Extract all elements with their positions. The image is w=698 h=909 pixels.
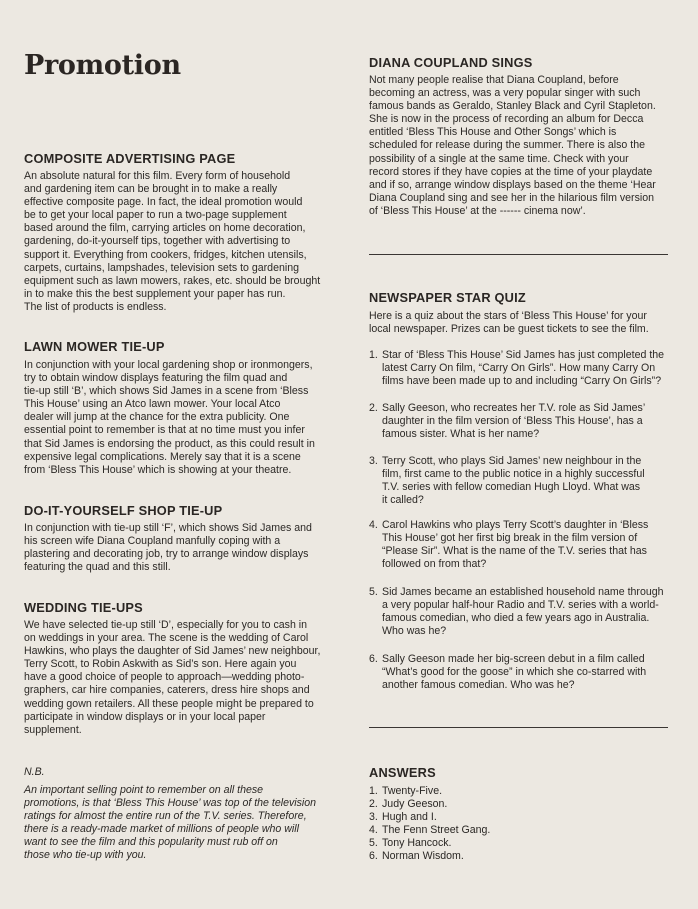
- answer-text: Tony Hancock.: [382, 837, 452, 849]
- quiz-text: Carol Hawkins who plays Terry Scott’s daughter in ‘Bless This House’ got her first big break in the film version of “Please Sir”. What is the name of the T.V. series that has followed on from that?: [382, 519, 649, 571]
- quiz-number: 1.: [369, 349, 378, 361]
- quiz-text: Sally Geeson, who recreates her T.V. role as Sid James’ daughter in the film version of ‘Bless This House’, has a famous sister. What is her name?: [382, 402, 646, 441]
- quiz-text: Sally Geeson made her big-screen debut in a film called “What’s good for the goose” in which she co-starred with another famous comedian. Who was he?: [382, 653, 647, 692]
- quiz-text: Sid James became an established household name through a very popular half-hour Radio and T.V. series with a world- famous comedian, who died a few years ago in Australia. Who was he?: [382, 586, 664, 638]
- answer-text: The Fenn Street Gang.: [382, 824, 491, 836]
- quiz-text: Star of ‘Bless This House’ Sid James has just completed the latest Carry On film, “Carry On Girls”. How many Carry On films have been made up to and including “Carry On Girls”?: [382, 349, 665, 388]
- answer-text: Judy Geeson.: [382, 798, 448, 810]
- diana-heading: DIANA COUPLAND SINGS: [369, 55, 533, 70]
- page-title: Promotion: [24, 50, 181, 81]
- nb-label: N.B.: [24, 766, 45, 778]
- answers-heading: ANSWERS: [369, 765, 436, 780]
- answer-text: Twenty-Five.: [382, 785, 443, 797]
- answer-number: 1.: [369, 785, 378, 797]
- answer-number: 4.: [369, 824, 378, 836]
- nb-body: An important selling point to remember on all these promotions, is that ‘Bless This House’ was top of the television ratings for almost the entire run of the T.V. series. Therefore, there is a ready-made market of millions of people who will want to see the film and this popularity must rub off on those who tie-up with you.: [24, 784, 317, 862]
- answer-number: 2.: [369, 798, 378, 810]
- diy-body: In conjunction with tie-up still ‘F’, which shows Sid James and his screen wife Diana Coupland manfully coping with a plastering and decorating job, try to arrange window displays featuring the quad and this still.: [24, 522, 312, 574]
- quiz-question: [369, 653, 681, 692]
- composite-body: An absolute natural for this film. Every form of household and gardening item can be brought in to make a really effective composite page. In fact, the ideal promotion would be to get your local paper to run a two-page supplement based around the film, carrying articles on home decoration, gardening, do-it-yourself tips, together with advertising to support it. Everything from cookers, fridges, kitchen utensils, carpets, curtains, lampshades, television sets to gardening equipment such as lawn mowers, rakes, etc. should be brought in to make this the best supplement your paper has run. The list of products is endless.: [24, 170, 321, 313]
- quiz-text: Terry Scott, who plays Sid James’ new neighbour in the film, first came to the public notice in a highly successful T.V. series with fellow comedian Hugh Lloyd. What was it called?: [382, 455, 645, 507]
- divider-rule-1: [369, 254, 668, 255]
- wedding-heading: WEDDING TIE-UPS: [24, 600, 143, 615]
- quiz-number: 2.: [369, 402, 378, 414]
- quiz-question: [369, 586, 681, 638]
- quiz-question: [369, 402, 681, 441]
- quiz-number: 5.: [369, 586, 378, 598]
- quiz-heading: NEWSPAPER STAR QUIZ: [369, 290, 526, 305]
- divider-rule-2: [369, 727, 668, 728]
- lawn-heading: LAWN MOWER TIE-UP: [24, 339, 165, 354]
- answer-text: Norman Wisdom.: [382, 850, 464, 862]
- quiz-question: [369, 519, 681, 571]
- quiz-number: 4.: [369, 519, 378, 531]
- answer-number: 5.: [369, 837, 378, 849]
- answer-number: 3.: [369, 811, 378, 823]
- answer-text: Hugh and I.: [382, 811, 437, 823]
- quiz-intro: Here is a quiz about the stars of ‘Bless This House’ for your local newspaper. Prizes can be guest tickets to see the film.: [369, 310, 649, 336]
- diy-heading: DO-IT-YOURSELF SHOP TIE-UP: [24, 503, 223, 518]
- quiz-question: [369, 455, 681, 507]
- quiz-number: 3.: [369, 455, 378, 467]
- lawn-body: In conjunction with your local gardening shop or ironmongers, try to obtain window displays featuring the film quad and tie-up still ‘B’, which shows Sid James in a scene from ‘Bless This House’ using an Atco lawn mower. Your local Atco dealer will jump at the chance for the extra publicity. One essential point to remember is that at no time must you infer that Sid James is endorsing the product, as this could result in expensive legal complications. Merely say that it is a scene from ‘Bless This House’ which is showing at your theatre.: [24, 359, 315, 476]
- quiz-number: 6.: [369, 653, 378, 665]
- wedding-body: We have selected tie-up still ‘D’, especially for you to cash in on weddings in your area. The scene is the wedding of Carol Hawkins, who plays the daughter of Sid James’ new neighbour, Terry Scott, to Robin Askwith as Sid’s son. Here again you have a good choice of people to approach—wedding photo- graphers, car hire companies, caterers, dress hire shops and wedding gown retailers. All these people might be prepared to participate in window displays or in your local paper supplement.: [24, 619, 321, 736]
- composite-heading: COMPOSITE ADVERTISING PAGE: [24, 151, 236, 166]
- answer-number: 6.: [369, 850, 378, 862]
- quiz-question: [369, 349, 681, 388]
- diana-body: Not many people realise that Diana Coupland, before becoming an actress, was a very popular singer with such famous bands as Geraldo, Stanley Black and Cyril Stapleton. She is now in the process of recording an album for Decca entitled ‘Bless This House and Other Songs’ which is scheduled for release during the summer. There is also the possibility of a single at the same time. Check with your record stores if they have copies at the time of your playdate and if so, arrange window displays based on the theme ‘Hear Diana Coupland sing and see her in the hilarious film version of ‘Bless This House’ at the ------ cinema now’.: [369, 74, 656, 217]
